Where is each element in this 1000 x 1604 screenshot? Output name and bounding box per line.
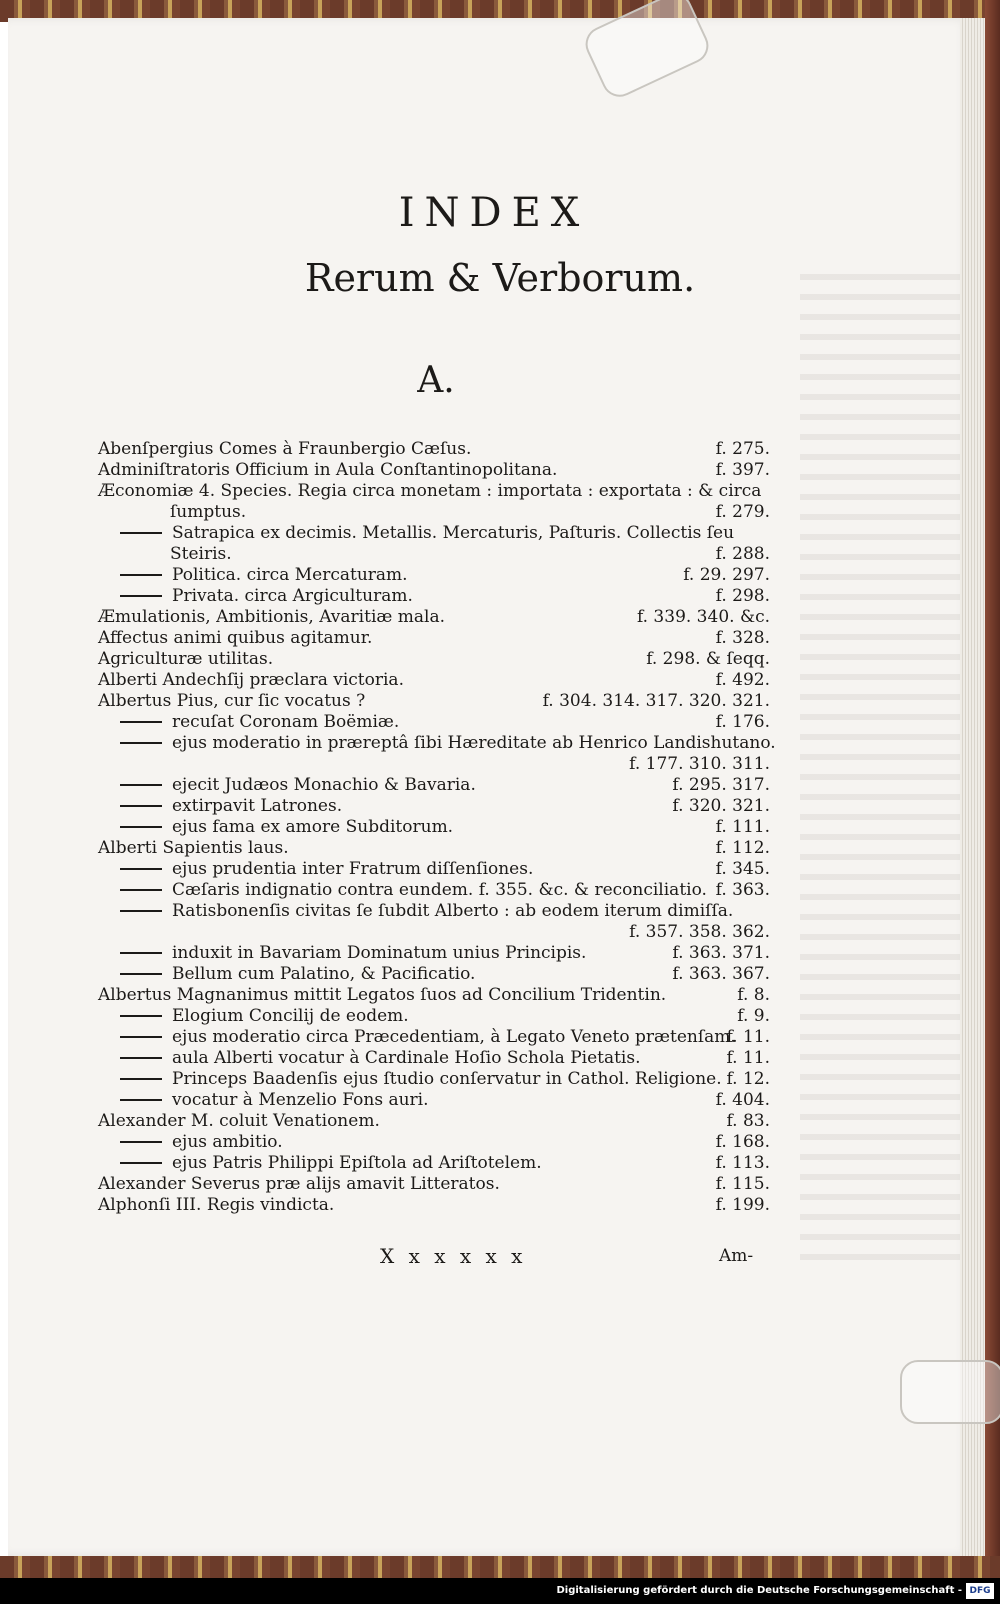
ditto-dash <box>120 805 162 807</box>
entry-text: Albertus Magnanimus mittit Legatos ſuos ad Concilium Tridentin. <box>98 985 667 1005</box>
entry-text: Satrapica ex decimis. Metallis. Mercaturis, Paſturis. Collectis ſeu <box>172 523 735 543</box>
entry-ref: f. 363. 371. <box>672 943 770 963</box>
entry-ref: f. 492. <box>715 670 770 690</box>
ditto-dash <box>120 1099 162 1101</box>
index-subentry <box>120 1005 770 1027</box>
entry-ref: f. 357. 358. 362. <box>629 922 770 942</box>
entry-text: Alexander Severus præ alijs amavit Litteratos. <box>98 1174 500 1194</box>
entry-ref: f. 8. <box>737 985 770 1005</box>
ditto-dash <box>120 889 162 891</box>
entry-text: induxit in Bavariam Dominatum unius Principis. <box>172 943 587 963</box>
entry-ref: f. 304. 314. 317. 320. 321. <box>542 691 770 711</box>
entry-text: ejus prudentia inter Fratrum diſſenſiones. <box>172 859 534 879</box>
digitization-note: Digitalisierung gefördert durch die Deutsche Forschungsgemeinschaft - <box>556 1585 962 1596</box>
entry-text: ejus Patris Philippi Epiſtola ad Ariſtotelem. <box>172 1153 542 1173</box>
index-entry-continuation <box>170 543 770 565</box>
entry-text: ſumptus. <box>170 502 247 522</box>
ditto-dash <box>120 1036 162 1038</box>
index-subentry <box>120 879 770 901</box>
index-entry-continuation <box>170 501 770 523</box>
dfg-logo: DFG <box>966 1583 994 1599</box>
entry-ref: f. 328. <box>715 628 770 648</box>
entry-text: Politica. circa Mercaturam. <box>172 565 408 585</box>
entry-ref: f. 9. <box>737 1006 770 1026</box>
index-entry <box>98 690 770 712</box>
index-entry <box>98 627 770 649</box>
entry-ref: f. 288. <box>715 544 770 564</box>
entry-text: Elogium Concilij de eodem. <box>172 1006 409 1026</box>
page-stack-edges <box>960 18 985 1556</box>
entry-ref: f. 112. <box>715 838 770 858</box>
entry-text: Privata. circa Argiculturam. <box>172 586 413 606</box>
entry-ref: f. 199. <box>715 1195 770 1215</box>
entry-text: Agriculturæ utilitas. <box>98 649 274 669</box>
entry-ref: f. 176. <box>715 712 770 732</box>
entry-text: Alberti Sapientis laus. <box>98 838 289 858</box>
ditto-dash <box>120 952 162 954</box>
index-subentry <box>120 1089 770 1111</box>
ditto-dash <box>120 826 162 828</box>
ditto-dash <box>120 574 162 576</box>
entry-ref: f. 168. <box>715 1132 770 1152</box>
ditto-dash <box>120 1141 162 1143</box>
index-entry <box>98 459 770 481</box>
ditto-dash <box>120 721 162 723</box>
entry-ref: f. 320. 321. <box>672 796 770 816</box>
ditto-dash <box>120 1057 162 1059</box>
index-entry <box>98 1173 770 1195</box>
entry-text: Æconomiæ 4. Species. Regia circa monetam : importata : exportata : & circa <box>98 481 762 501</box>
ditto-dash <box>120 868 162 870</box>
entry-ref: f. 111. <box>715 817 770 837</box>
entry-text: Affectus animi quibus agitamur. <box>98 628 373 648</box>
index-subentry <box>120 732 776 754</box>
ditto-dash <box>120 910 162 912</box>
index-entry <box>98 648 770 670</box>
entry-ref: f. 397. <box>715 460 770 480</box>
index-entry <box>98 438 770 460</box>
entry-ref: f. 298. & ſeqq. <box>646 649 770 669</box>
index-entry-continuation <box>120 921 770 943</box>
index-entry <box>98 984 770 1006</box>
entry-text: Albertus Pius, cur ſic vocatus ? <box>98 691 366 711</box>
index-subentry <box>120 963 770 985</box>
index-entry <box>98 1110 770 1132</box>
index-subentry <box>120 564 770 586</box>
index-subentry <box>120 1068 770 1090</box>
ditto-dash <box>120 532 162 534</box>
entry-text: Æmulationis, Ambitionis, Avaritiæ mala. <box>98 607 445 627</box>
index-subentry <box>120 774 770 796</box>
ditto-dash <box>120 1015 162 1017</box>
catchword: Am- <box>719 1246 754 1266</box>
index-subentry <box>120 585 770 607</box>
index-subentry <box>120 816 770 838</box>
entry-text: Princeps Baadenſis ejus ſtudio conſervatur in Cathol. Religione. <box>172 1069 722 1089</box>
entry-ref: f. 275. <box>715 439 770 459</box>
signature-mark: X x x x x x <box>380 1244 527 1268</box>
entry-text: ejecit Judæos Monachio & Bavaria. <box>172 775 476 795</box>
entry-text: aula Alberti vocatur à Cardinale Hoſio Schola Pietatis. <box>172 1048 641 1068</box>
entry-text: extirpavit Latrones. <box>172 796 343 816</box>
entry-ref: f. 279. <box>715 502 770 522</box>
entry-text: Bellum cum Palatino, & Pacificatio. <box>172 964 476 984</box>
entry-text: Alberti Andechſij præclara victoria. <box>98 670 404 690</box>
entry-text: Alphonſi III. Regis vindicta. <box>98 1195 335 1215</box>
show-through-text <box>800 260 960 1260</box>
entry-text: Steiris. <box>170 544 232 564</box>
index-entry <box>98 669 770 691</box>
ditto-dash <box>120 595 162 597</box>
entry-text: vocatur à Menzelio Fons auri. <box>172 1090 429 1110</box>
entry-ref: f. 11. <box>726 1027 770 1047</box>
entry-ref: f. 115. <box>715 1174 770 1194</box>
index-subentry <box>120 900 770 922</box>
entry-ref: f. 339. 340. &c. <box>636 607 770 627</box>
index-subentry <box>120 522 770 544</box>
index-subentry <box>120 795 770 817</box>
ditto-dash <box>120 973 162 975</box>
entry-ref: f. 345. <box>715 859 770 879</box>
page-marker-tab-right <box>900 1360 1000 1424</box>
entry-ref: f. 404. <box>715 1090 770 1110</box>
entry-ref: f. 363. 367. <box>672 964 770 984</box>
entry-text: ejus moderatio in præreptâ ſibi Hæreditate ab Henrico Landishutano. <box>172 733 776 753</box>
book-cover-right-edge <box>985 0 1000 1578</box>
index-subentry <box>120 858 770 880</box>
entry-text: Adminiſtratoris Officium in Aula Conſtantinopolitana. <box>98 460 558 480</box>
entry-text: Alexander M. coluit Venationem. <box>98 1111 380 1131</box>
ditto-dash <box>120 784 162 786</box>
entry-text: Cæſaris indignatio contra eundem. f. 355. &c. & reconciliatio. <box>172 880 707 900</box>
entry-ref: f. 113. <box>715 1153 770 1173</box>
entry-ref: f. 12. <box>726 1069 770 1089</box>
entry-ref: f. 177. 310. 311. <box>629 754 770 774</box>
entry-text: ejus fama ex amore Subditorum. <box>172 817 454 837</box>
entry-text: Ratisbonenſis civitas ſe ſubdit Alberto : ab eodem iterum dimiſſa. <box>172 901 734 921</box>
index-subtitle: Rerum & Verborum. <box>304 256 696 300</box>
ditto-dash <box>120 1078 162 1080</box>
index-entry <box>98 837 770 859</box>
ditto-dash <box>120 1162 162 1164</box>
entry-ref: f. 295. 317. <box>672 775 770 795</box>
entry-text: ejus ambitio. <box>172 1132 283 1152</box>
book-cover-bottom-edge <box>0 1556 1000 1578</box>
index-subentry <box>120 1026 770 1048</box>
entry-text: ejus moderatio circa Præcedentiam, à Legato Veneto prætenſam. <box>172 1027 736 1047</box>
index-subentry <box>120 1131 770 1153</box>
index-title: INDEX <box>398 190 590 236</box>
entry-ref: f. 11. <box>726 1048 770 1068</box>
index-subentry <box>120 1047 770 1069</box>
entry-ref: f. 29. 297. <box>683 565 770 585</box>
index-subentry <box>120 942 770 964</box>
index-entry-continuation <box>120 753 770 775</box>
entry-ref: f. 83. <box>726 1111 770 1131</box>
index-entry <box>98 1194 770 1216</box>
index-subentry <box>120 1152 770 1174</box>
index-entry <box>98 480 770 502</box>
entry-text: Abenſpergius Comes à Fraunbergio Cæſus. <box>98 439 472 459</box>
entry-text: recuſat Coronam Boëmiæ. <box>172 712 400 732</box>
section-letter: A. <box>417 360 455 401</box>
entry-ref: f. 363. <box>715 880 770 900</box>
index-entry <box>98 606 770 628</box>
entry-ref: f. 298. <box>715 586 770 606</box>
ditto-dash <box>120 742 162 744</box>
index-subentry <box>120 711 770 733</box>
